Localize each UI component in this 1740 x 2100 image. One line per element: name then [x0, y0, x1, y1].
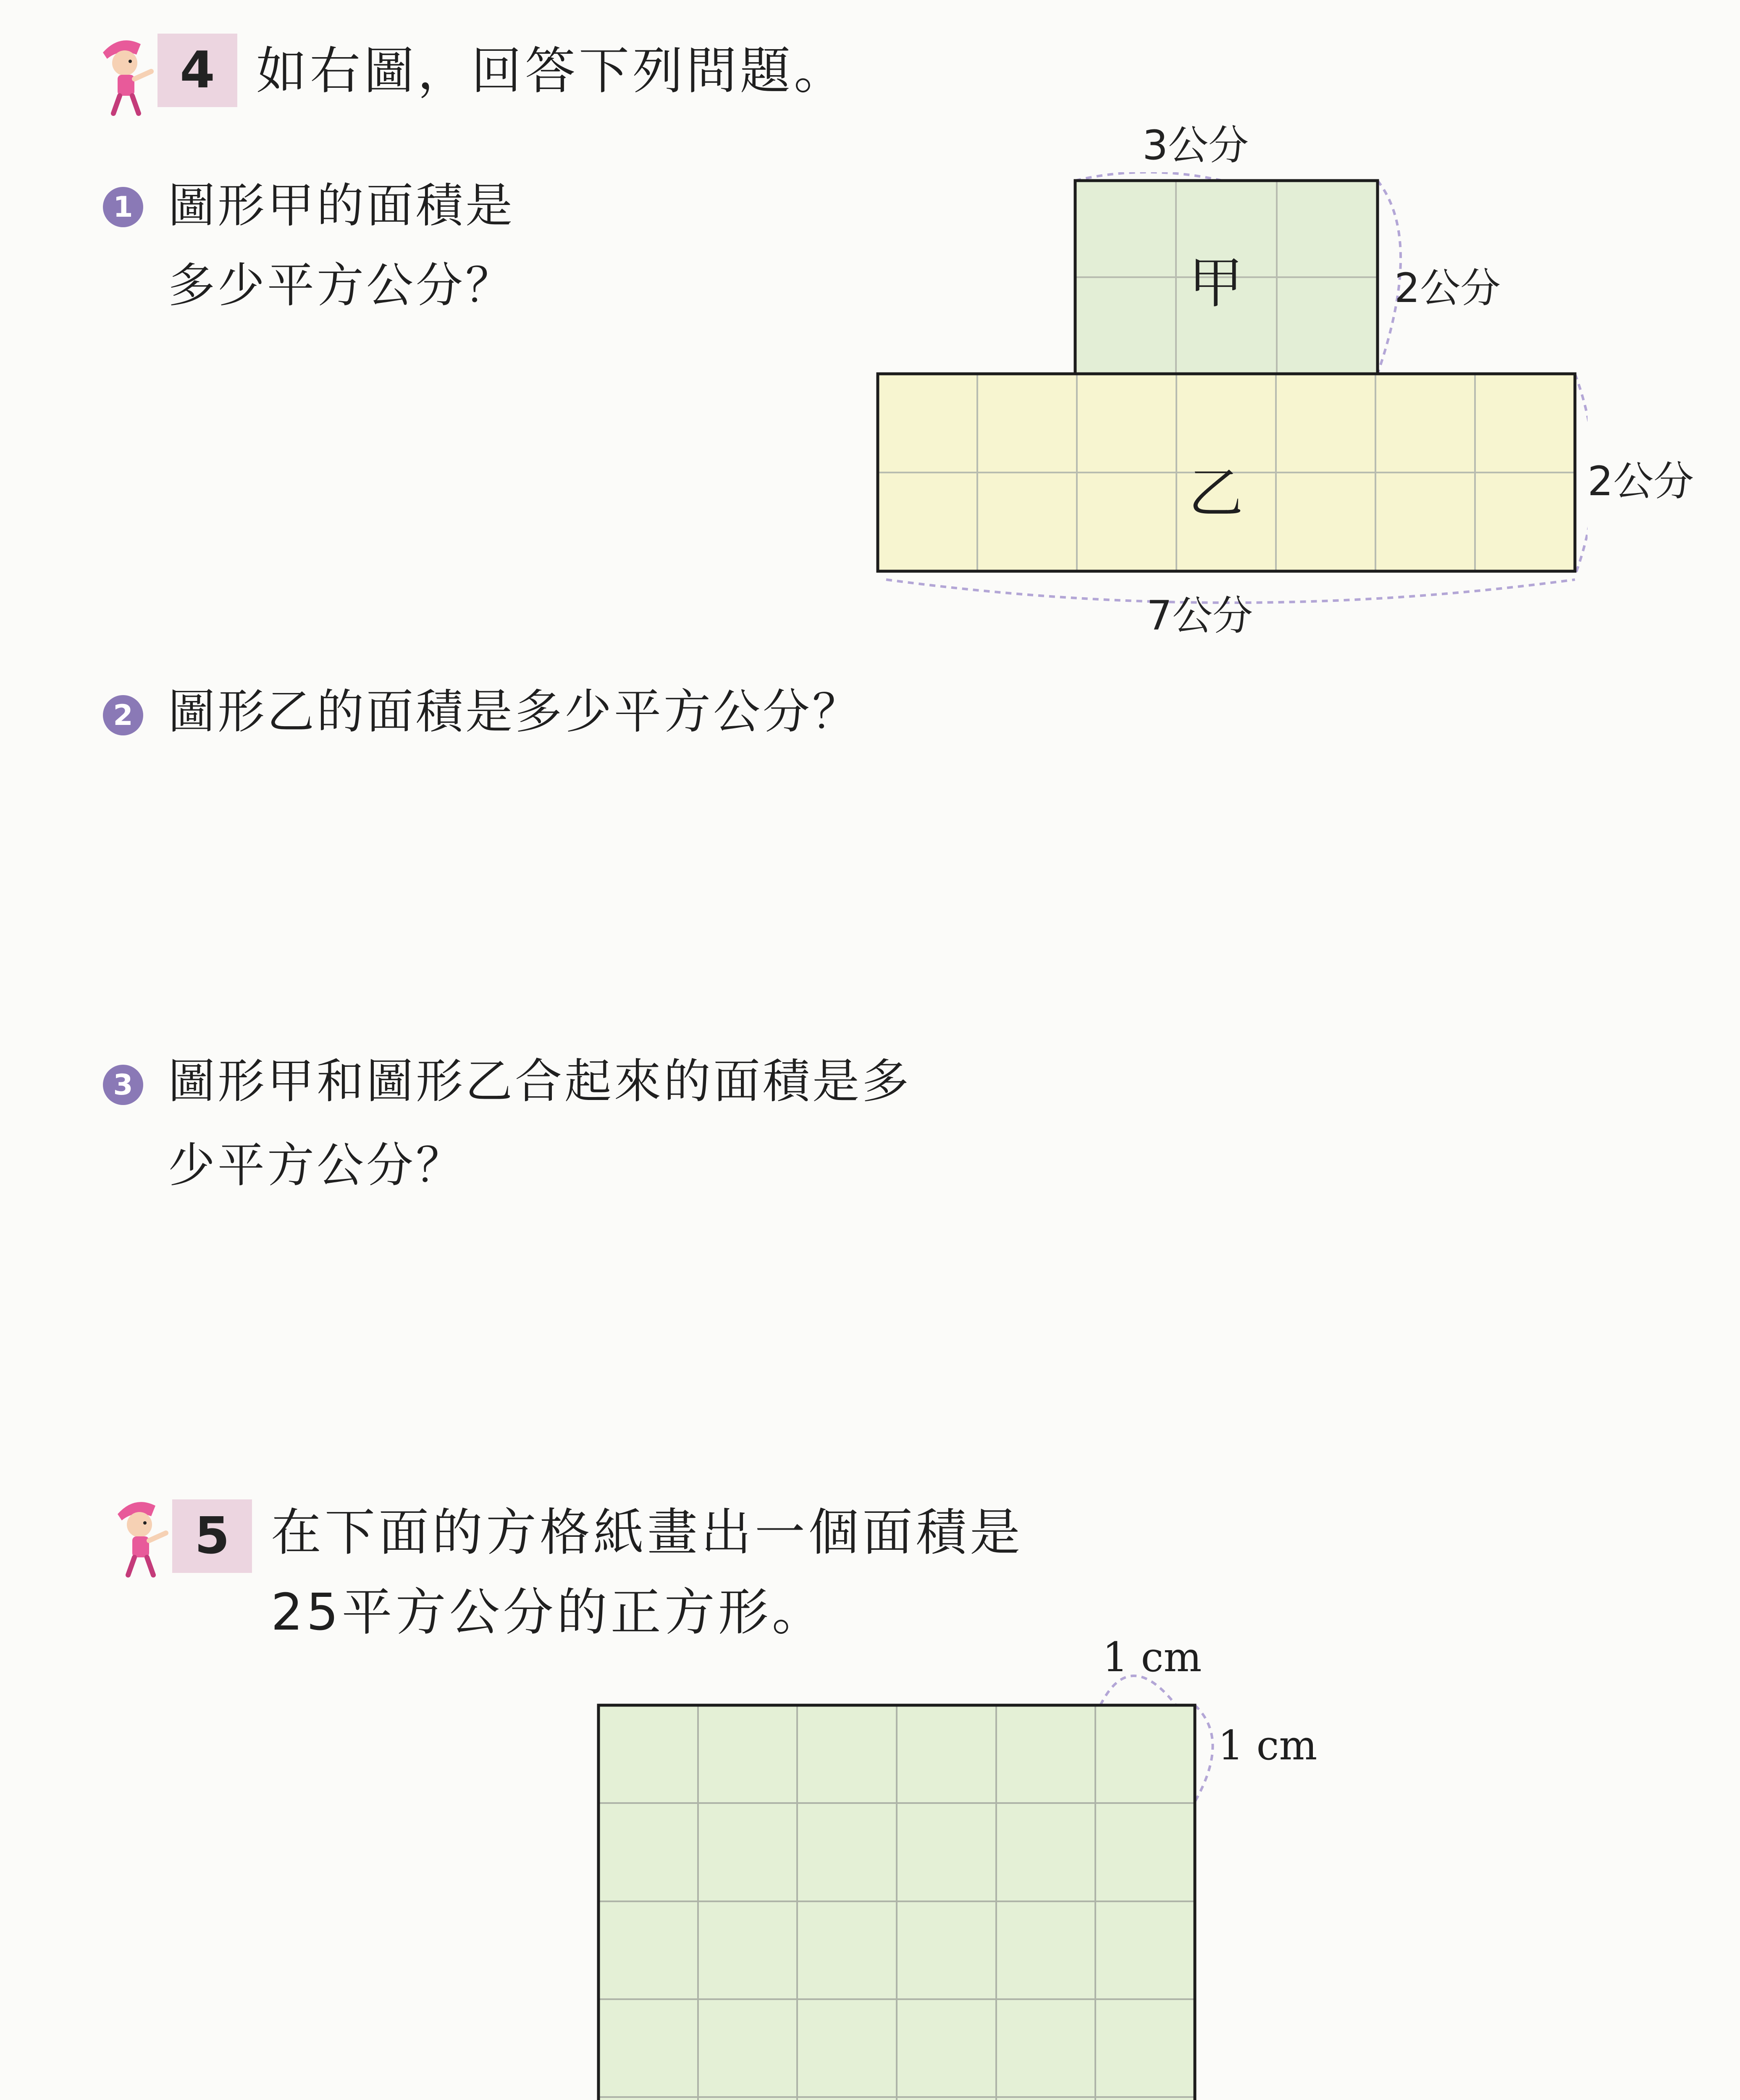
problem-5-line-1: 在下面的方格紙畫出一個面積是	[271, 1504, 1024, 1562]
grid-unit-side-curve	[1195, 1705, 1213, 1802]
bottom-width-label: 7公分	[1147, 592, 1253, 639]
question-marker-2: 2	[103, 695, 143, 735]
question-2-text: 圖形乙的面積是多少平方公分？	[168, 685, 862, 739]
shape-a-label: 甲	[1189, 251, 1244, 315]
b-height-curve	[1575, 374, 1588, 575]
top-width-label: 3公分	[1142, 122, 1249, 169]
problem-number-box: 4	[157, 34, 237, 107]
problem-instruction: 如右圖，回答下列問題。	[256, 42, 848, 100]
question-marker-1: 1	[103, 187, 143, 227]
grid-unit-top-label: 1 cm	[1102, 1634, 1202, 1681]
question-3-line-2: 少平方公分？	[168, 1138, 465, 1193]
grid-unit-side-label: 1 cm	[1218, 1722, 1317, 1769]
question-1-line-2: 多少平方公分？	[168, 258, 515, 313]
question-1-line-1: 圖形甲的面積是	[168, 178, 515, 233]
mascot-icon-4	[94, 29, 157, 118]
grid-paper[interactable]	[588, 1638, 1302, 2100]
problem-number-box-5: 5	[172, 1499, 252, 1573]
shape-a-height-label: 2公分	[1394, 265, 1501, 312]
mascot-icon-5	[109, 1491, 172, 1579]
shape-b-label: 乙	[1189, 461, 1244, 525]
shape-b-height-label: 2公分	[1588, 458, 1694, 505]
problem-5-line-2: 25平方公分的正方形。	[271, 1583, 826, 1642]
question-marker-3: 3	[103, 1065, 143, 1105]
question-3-line-1: 圖形甲和圖形乙合起來的面積是多	[168, 1054, 911, 1109]
